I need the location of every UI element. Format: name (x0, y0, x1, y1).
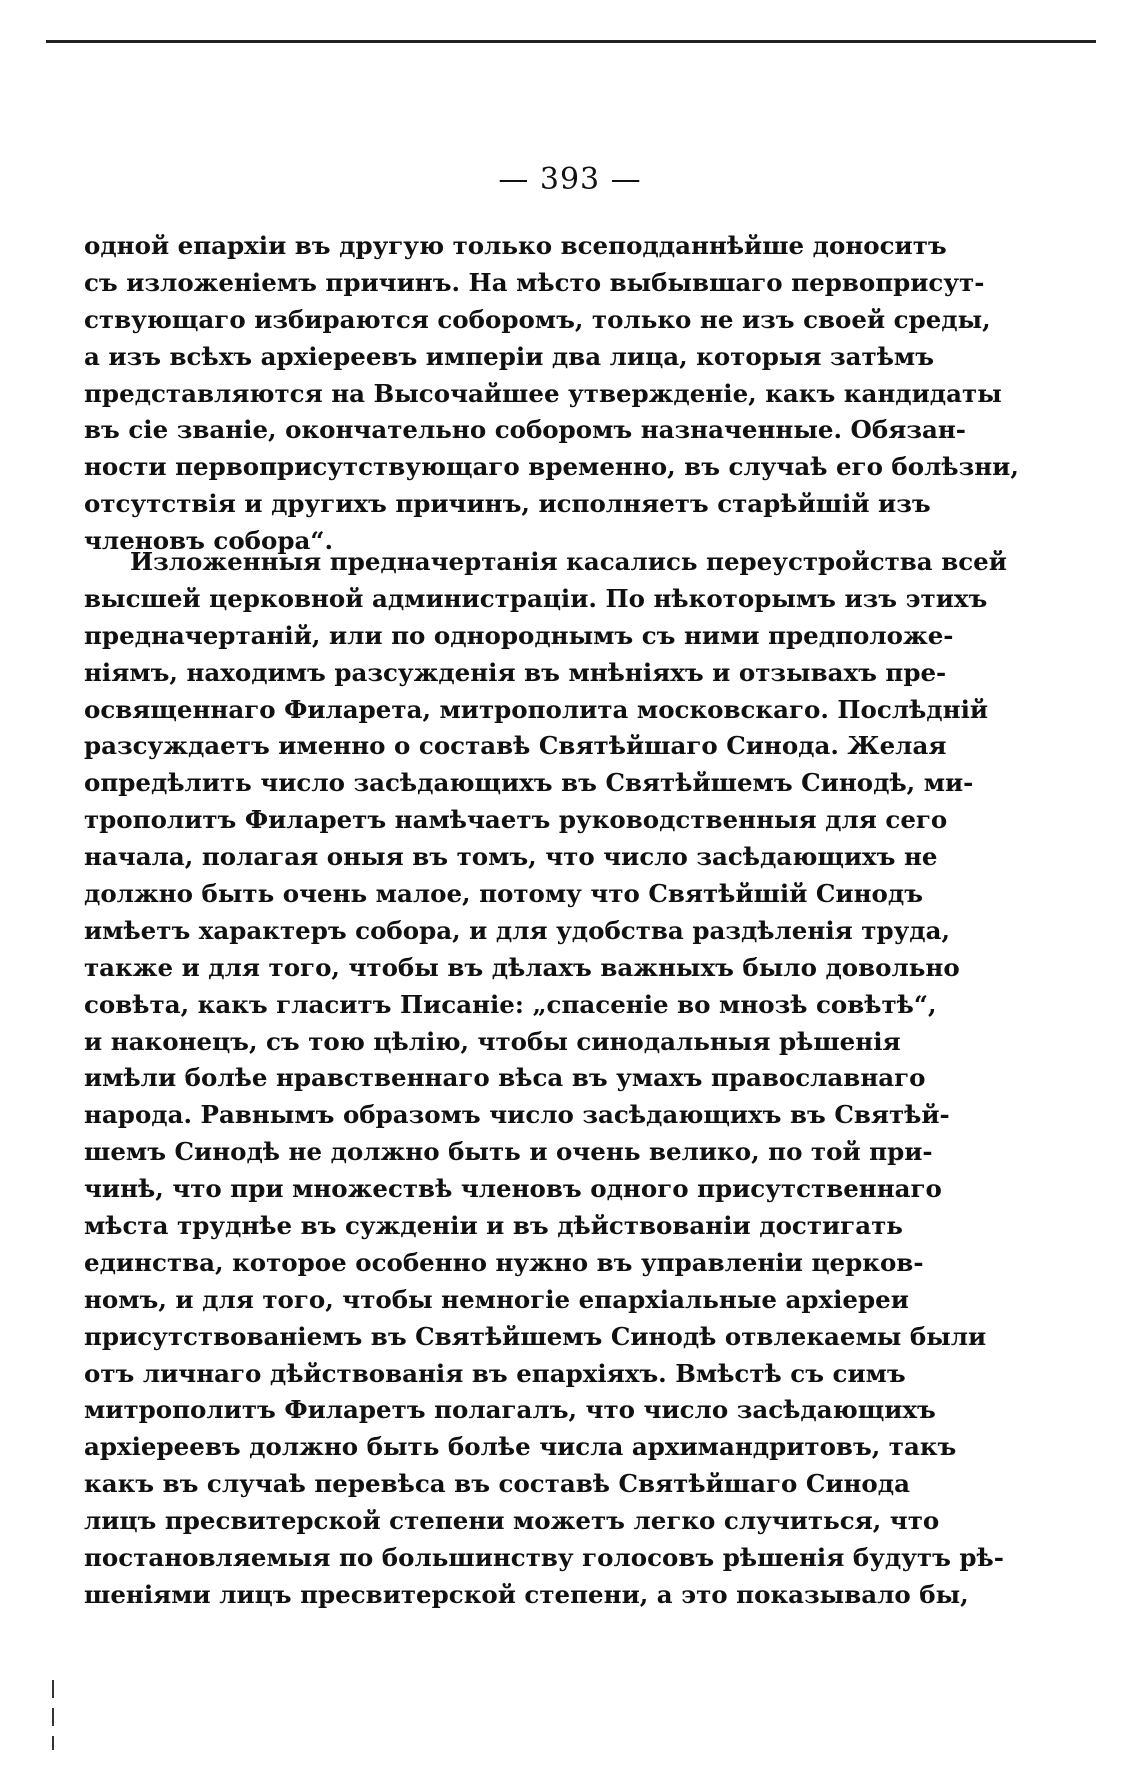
paragraph-2 (84, 544, 1007, 1614)
text-line: единства, которое особенно нужно въ управленіи церков- (84, 1247, 924, 1277)
text-line: номъ, и для того, чтобы немногіе епархіальные архіереи (84, 1284, 909, 1314)
text-line: разсуждаетъ именно о составѣ Святѣйшаго Синода. Желая (84, 731, 947, 761)
text-line: имѣли болѣе нравственнаго вѣса въ умахъ православнаго (84, 1063, 926, 1093)
text-line: также и для того, чтобы въ дѣлахъ важныхъ было довольно (84, 952, 960, 982)
text-line: начала, полагая оныя въ томъ, что число засѣдающихъ не (84, 842, 938, 872)
margin-mark (52, 1736, 54, 1750)
top-rule (46, 40, 1096, 43)
margin-mark (52, 1708, 54, 1726)
text-line: лицъ пресвитерской степени можетъ легко случиться, что (84, 1506, 940, 1536)
text-line: шеніями лицъ пресвитерской степени, а это показывало бы, (84, 1579, 969, 1609)
text-line: шемъ Синодѣ не должно быть и очень велико, по той при- (84, 1137, 933, 1167)
text-line: отсутствія и другихъ причинъ, исполняетъ старѣйшій изъ (84, 489, 931, 519)
text-line: должно быть очень малое, потому что Святѣйшій Синодъ (84, 879, 923, 909)
paragraph-1 (84, 228, 1019, 560)
text-line: архіереевъ должно быть болѣе числа архимандритовъ, такъ (84, 1432, 957, 1462)
text-line: освященнаго Филарета, митрополита московскаго. Послѣдній (84, 694, 989, 724)
text-line: въ сіе званіе, окончательно соборомъ назначенные. Обязан- (84, 415, 966, 445)
text-line: чинѣ, что при множествѣ членовъ одного присутственнаго (84, 1174, 942, 1204)
text-line: какъ въ случаѣ перевѣса въ составѣ Святѣйшаго Синода (84, 1469, 910, 1499)
text-line: постановляемыя по большинству голосовъ рѣшенія будутъ рѣ- (84, 1543, 1004, 1573)
text-line: отъ личнаго дѣйствованія въ епархіяхъ. Вмѣстѣ съ симъ (84, 1358, 906, 1388)
text-line: высшей церковной администраціи. По нѣкоторымъ изъ этихъ (84, 583, 988, 613)
text-line: предначертаній, или по однороднымъ съ ними предположе- (84, 620, 954, 650)
text-line: присутствованіемъ въ Святѣйшемъ Синодѣ отвлекаемы были (84, 1321, 987, 1351)
text-line: а изъ всѣхъ архіереевъ имперіи два лица, которыя затѣмъ (84, 341, 935, 371)
text-line: Изложенныя предначертанія касались переустройства всей (130, 547, 1007, 576)
margin-mark (52, 1680, 54, 1698)
text-line: опредѣлить число засѣдающихъ въ Святѣйшемъ Синодѣ, ми- (84, 768, 974, 798)
text-line: ствующаго избираются соборомъ, только не изъ своей среды, (84, 304, 991, 334)
text-line: народа. Равнымъ образомъ число засѣдающихъ въ Святѣй- (84, 1100, 950, 1130)
text-line: совѣта, какъ гласитъ Писаніе: „спасеніе во мнозѣ совѣтѣ“, (84, 989, 937, 1019)
text-line: представляются на Высочайшее утвержденіе, какъ кандидаты (84, 378, 1002, 408)
text-line: имѣетъ характеръ собора, и для удобства раздѣленія труда, (84, 915, 950, 945)
text-line: ности первоприсутствующаго временно, въ случаѣ его болѣзни, (84, 452, 1019, 482)
text-line: ніямъ, находимъ разсужденія въ мнѣніяхъ и отзывахъ пре- (84, 657, 947, 687)
text-line: членовъ собора“. (84, 526, 333, 556)
text-line: трополитъ Филаретъ намѣчаетъ руководственныя для сего (84, 805, 948, 835)
text-line: одной епархіи въ другую только всеподданнѣйше доноситъ (84, 231, 947, 260)
text-line: съ изложеніемъ причинъ. На мѣсто выбывшаго первоприсут- (84, 267, 985, 297)
text-line: митрополитъ Филаретъ полагалъ, что число засѣдающихъ (84, 1395, 936, 1425)
page-number: — 393 — (498, 162, 642, 197)
text-line: мѣста труднѣе въ сужденіи и въ дѣйствованіи достигать (84, 1211, 903, 1241)
text-line: и наконецъ, съ тою цѣлію, чтобы синодальныя рѣшенія (84, 1026, 901, 1056)
